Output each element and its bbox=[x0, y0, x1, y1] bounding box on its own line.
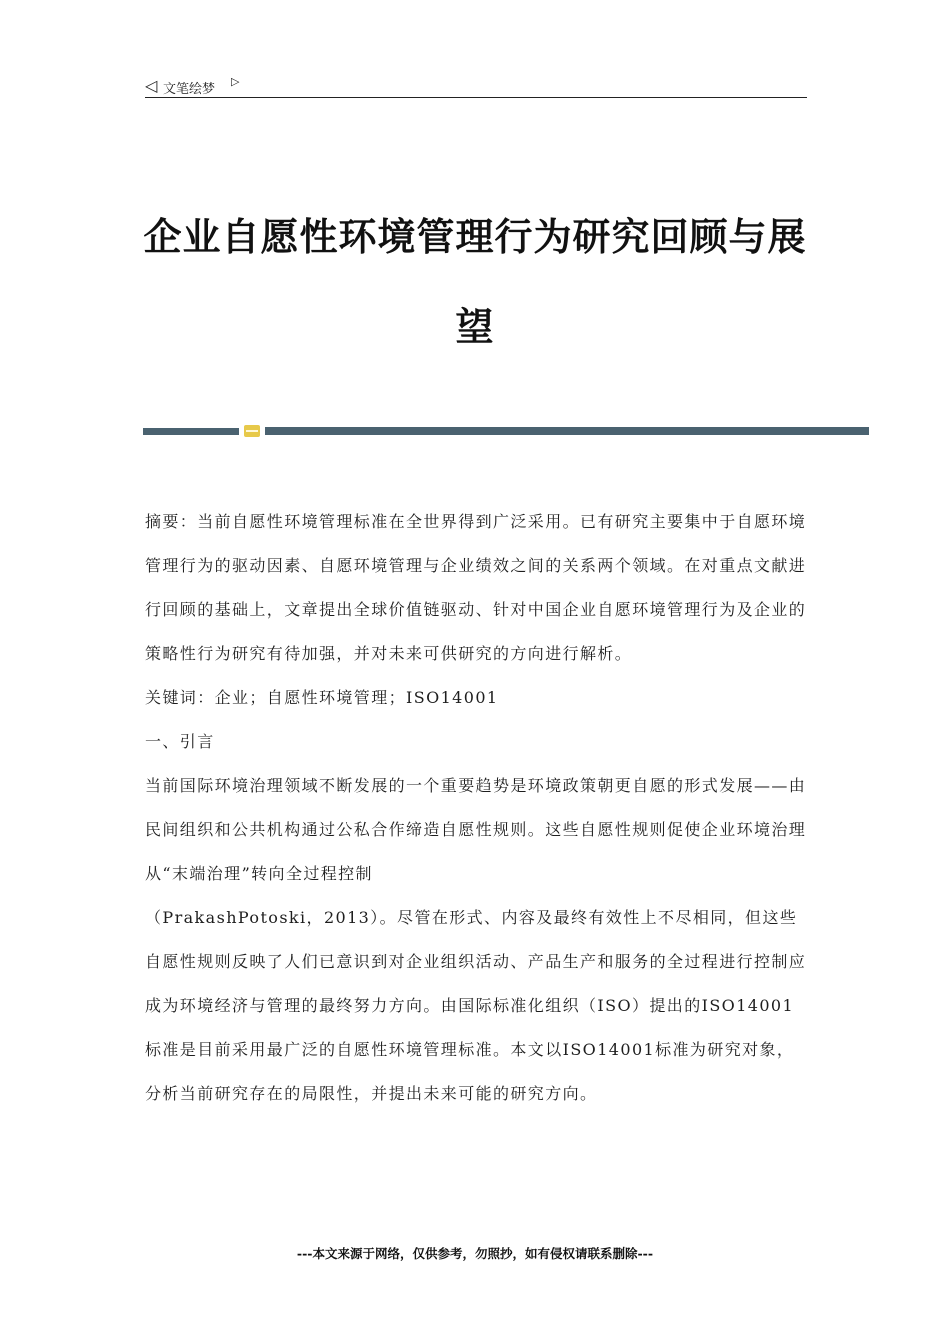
header-divider bbox=[145, 97, 807, 98]
decorative-bar-right bbox=[265, 427, 869, 435]
decorative-marker-icon bbox=[244, 425, 260, 437]
intro-paragraph-1: 当前国际环境治理领域不断发展的一个重要趋势是环境政策朝更自愿的形式发展——由民间组织和公共机构通过公私合作缔造自愿性规则。这些自愿性规则促使企业环境治理从“末端治理”转向全过程控制 bbox=[145, 776, 807, 883]
decorative-bar-left bbox=[143, 428, 239, 435]
section-heading: 一、引言 bbox=[145, 732, 215, 751]
footer-disclaimer: ---本文来源于网络，仅供参考，勿照抄，如有侵权请联系删除--- bbox=[296, 1246, 654, 1261]
document-title: 企业自愿性环境管理行为研究回顾与展望 bbox=[143, 214, 807, 349]
document-body bbox=[145, 500, 810, 1116]
header-brand: 文笔绘梦 bbox=[163, 82, 216, 97]
abstract-paragraph: 摘要：当前自愿性环境管理标准在全世界得到广泛采用。已有研究主要集中于自愿环境管理行为的驱动因素、自愿环境管理与企业绩效之间的关系两个领域。在对重点文献进行回顾的基础上，文章提出全球价值链驱动、针对中国企业自愿环境管理行为及企业的策略性行为研究有待加强，并对未来可供研究的方向进行解析。 bbox=[145, 512, 807, 663]
triangle-right-icon: ▷ bbox=[231, 75, 240, 88]
page-header bbox=[145, 74, 807, 98]
keywords-line: 关键词：企业；自愿性环境管理；ISO14001 bbox=[145, 688, 499, 707]
triangle-left-icon: ◁ bbox=[145, 76, 158, 95]
intro-paragraph-2: （PrakashPotoski，2013）。尽管在形式、内容及最终有效性上不尽相同，但这些自愿性规则反映了人们已意识到对企业组织活动、产品生产和服务的全过程进行控制应成为环境经济与管理的最终努力方向。由国际标准化组织（ISO）提出的ISO14001标准是目前采用最广泛的自愿性环境管理标准。本文以ISO14001标准为研究对象，分析当前研究存在的局限性，并提出未来可能的研究方向。 bbox=[145, 908, 807, 1103]
